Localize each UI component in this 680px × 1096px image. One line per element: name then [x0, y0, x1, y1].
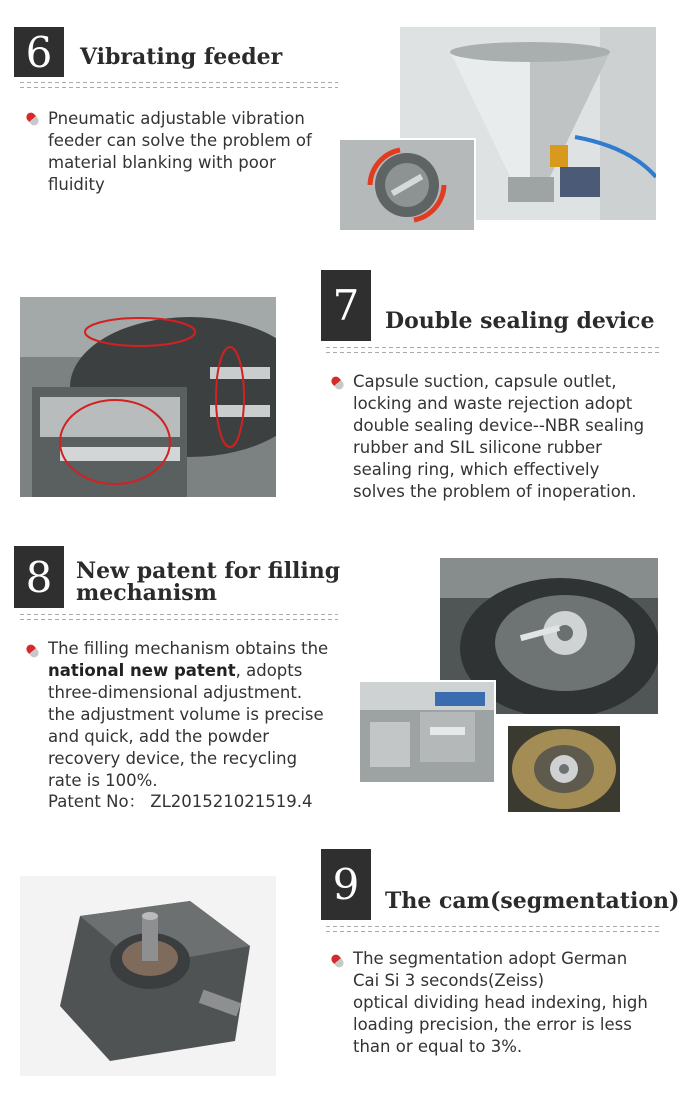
section-7-divider — [326, 347, 660, 353]
feeder-detail-photo — [338, 138, 476, 232]
section-7-title: Double sealing device — [385, 308, 655, 334]
section-9-text-line1: The segmentation adopt German Cai Si 3 seconds(Zeiss) — [353, 949, 628, 990]
filling-mechanism-photo-2 — [358, 680, 496, 784]
capsule-bullet-icon — [330, 953, 346, 970]
section-8-divider — [20, 614, 338, 620]
section-6-text: Pneumatic adjustable vibration feeder can solve the problem of material blanking with poor fluidity — [48, 109, 312, 194]
section-8-title-line1: New patent for filling — [76, 558, 341, 584]
section-9-text-line2: optical dividing head indexing, high loading precision, the error is less than or equal to 3%. — [353, 993, 648, 1056]
section-7-number: 7 — [321, 270, 371, 341]
section-9-title: The cam(segmentation) — [385, 888, 680, 914]
section-7-text: Capsule suction, capsule outlet, locking and waste rejection adopt double sealing device--NBR sealing rubber and SIL silicone rubber sealing ring, which effectively solves the problem of inoperation. — [353, 372, 645, 501]
capsule-bullet-icon — [330, 375, 346, 392]
section-6-title: Vibrating feeder — [80, 44, 283, 70]
capsule-bullet-icon — [25, 111, 41, 128]
section-8-text-before: The filling mechanism obtains the — [48, 639, 329, 658]
patent-number: Patent No： ZL201521021519.4 — [48, 792, 313, 811]
section-9-divider — [326, 926, 660, 932]
cam-indexer-photo — [20, 876, 276, 1076]
filling-mechanism-photo-3 — [506, 724, 622, 814]
section-6-divider — [20, 82, 338, 88]
national-patent-highlight: national new patent — [48, 661, 236, 680]
section-9-number: 9 — [321, 849, 371, 920]
section-8-text — [48, 638, 333, 792]
section-6-number: 6 — [14, 27, 64, 77]
double-sealing-photo — [20, 297, 276, 497]
section-8-title-line2: mechanism — [76, 580, 217, 606]
section-8-text-after: , adopts three-dimensional adjustment. the adjustment volume is precise and quick, add the powder recovery device, the recycling rate is 100%. — [48, 661, 324, 790]
section-8-number: 8 — [14, 546, 64, 608]
capsule-bullet-icon — [25, 643, 41, 660]
